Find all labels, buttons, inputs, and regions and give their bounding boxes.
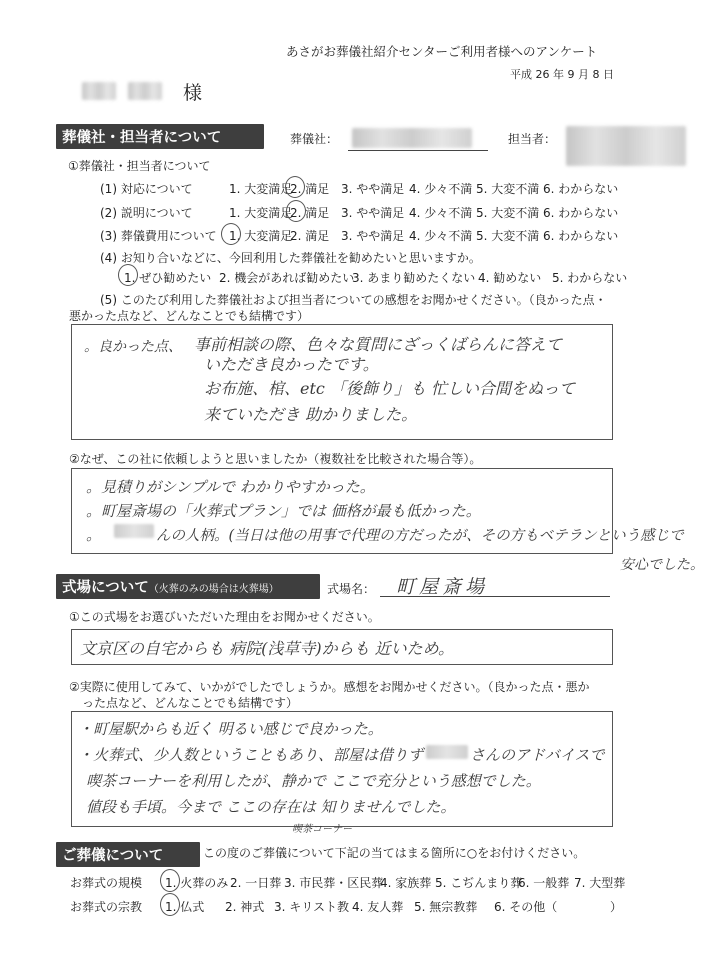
- option[interactable]: 6. わからない: [543, 229, 619, 243]
- q2-text: ②なぜ、この社に依頼しようと思いましたか（複数社を比較された場合等）。: [69, 452, 482, 466]
- handwritten-answer: 。町屋斎場の「火葬式プラン」では 価格が最も低かった。: [86, 502, 481, 520]
- handwritten-answer: 値段も手頃。今まで ここの存在は 知りませんでした。: [86, 798, 456, 816]
- option[interactable]: 1. 大変満足: [229, 229, 293, 243]
- row-label-cost: (3) 葬儀費用について: [100, 229, 217, 243]
- handwritten-answer: さんのアドバイスで: [470, 746, 605, 764]
- option[interactable]: 4. 家族葬: [380, 876, 432, 890]
- option[interactable]: 3. やや満足: [341, 229, 405, 243]
- option[interactable]: 1. 仏式: [165, 900, 205, 914]
- option[interactable]: 7. 大型葬: [574, 876, 626, 890]
- company-label: 葬儀社：: [290, 132, 339, 146]
- option[interactable]: 3. やや満足: [341, 206, 405, 220]
- q5-text-line1: (5) このたび利用した葬儀社および担当者についての感想をお聞かせください。（良かった点・: [100, 293, 607, 307]
- selection-circle: [160, 869, 180, 892]
- option[interactable]: 3. 市民葬・区民葬: [284, 876, 384, 890]
- redacted-name: [426, 745, 468, 759]
- selection-circle: [160, 893, 180, 916]
- option[interactable]: 5. こぢんまり葬: [435, 876, 523, 890]
- option[interactable]: 1. 大変満足: [229, 182, 293, 196]
- option[interactable]: 1. 大変満足: [229, 206, 293, 220]
- handwritten-answer: 。見積りがシンプルで わかりやすかった。: [86, 478, 375, 496]
- selection-circle: [118, 264, 138, 286]
- handwritten-note: 喫茶コーナー: [292, 824, 352, 835]
- option[interactable]: 4. 友人葬: [352, 900, 404, 914]
- option[interactable]: 4. 少々不満: [409, 206, 473, 220]
- option[interactable]: 5. 大変不満: [476, 206, 540, 220]
- option[interactable]: 3. キリスト教: [274, 900, 350, 914]
- option[interactable]: 1. ぜひ勧めたい: [124, 271, 212, 285]
- redacted-name: [114, 524, 154, 538]
- company-underline: [348, 150, 488, 151]
- row-label-explanation: (2) 説明について: [100, 206, 193, 220]
- religion-label: お葬式の宗教: [70, 900, 143, 914]
- venue-q2-line2: った点など、どんなことでも結構です）: [82, 696, 299, 710]
- option[interactable]: 2. 満足: [290, 229, 330, 243]
- section-heading-venue-title: 式場について: [62, 580, 149, 596]
- handwritten-answer: お布施、棺、etc 「後飾り」も 忙しい合間をぬって: [204, 379, 576, 398]
- section3-instruction: この度のご葬儀について下記の当てはまる箇所に○をお付けください。: [203, 846, 586, 860]
- venue-q2-line1: ②実際に使用してみて、いかがでしたでしょうか。感想をお聞かせください。（良かった点・悪か: [69, 680, 590, 694]
- option[interactable]: 6. わからない: [543, 182, 619, 196]
- handwritten-answer: 。良かった点、: [84, 339, 182, 355]
- redacted-name: [128, 82, 162, 100]
- option[interactable]: 2. 満足: [290, 206, 330, 220]
- handwritten-answer: 事前相談の際、色々な質問にざっくばらんに答えて: [194, 335, 563, 354]
- handwritten-answer: んの人柄。(当日は他の用事で代理の方だったが、その方もベテランという感じで: [156, 528, 684, 544]
- venue-q1-text: ①この式場をお選びいただいた理由をお聞かせください。: [69, 610, 380, 624]
- handwritten-answer: いただき良かったです。: [204, 355, 379, 374]
- handwritten-answer: 。: [86, 526, 102, 544]
- handwritten-answer: 喫茶コーナーを利用したが、静かで ここで充分という感想でした。: [86, 772, 541, 790]
- handwritten-answer: ・火葬式、少人数ということもあり、部屋は借りず: [78, 746, 424, 764]
- survey-title: あさがお葬儀社紹介センターご利用者様へのアンケート: [286, 44, 598, 59]
- option[interactable]: 4. 少々不満: [409, 229, 473, 243]
- survey-date: 平成 26 年 9 月 8 日: [510, 68, 614, 81]
- option[interactable]: 3. やや満足: [341, 182, 405, 196]
- selection-circle: [286, 200, 306, 222]
- section-heading-venue-note: （火葬のみの場合は火葬場）: [148, 584, 279, 595]
- option[interactable]: 1. 火葬のみ: [165, 876, 229, 890]
- selection-circle: [221, 223, 241, 245]
- option[interactable]: 6. その他（: [494, 900, 558, 914]
- handwritten-answer: 来ていただき 助かりました。: [204, 405, 418, 424]
- q1-heading: ①葬儀社・担当者について: [68, 159, 211, 173]
- option[interactable]: ）: [610, 900, 623, 914]
- option[interactable]: 2. 満足: [290, 182, 330, 196]
- q5-text-line2: 悪かった点など、どんなことでも結構です）: [69, 309, 310, 323]
- option[interactable]: 2. 神式: [225, 900, 265, 914]
- redacted-company: [352, 128, 472, 148]
- redacted-name: [82, 82, 116, 100]
- staff-label: 担当者：: [508, 132, 557, 146]
- venue-value: 町屋斎場: [396, 576, 489, 598]
- redacted-staff: [566, 126, 686, 166]
- handwritten-answer: 文京区の自宅からも 病院(浅草寺)からも 近いため。: [80, 639, 455, 658]
- option[interactable]: 5. わからない: [552, 271, 628, 285]
- section-heading-venue: [56, 574, 320, 599]
- q4-text: (4) お知り合いなどに、今回利用した葬儀社を勧めたいと思いますか。: [100, 251, 481, 265]
- option[interactable]: 4. 少々不満: [409, 182, 473, 196]
- option[interactable]: 2. 一日葬: [230, 876, 282, 890]
- scale-label: お葬式の規模: [70, 876, 143, 890]
- section-heading-funeral-company: 葬儀社・担当者について: [56, 124, 264, 149]
- honorific: 様: [183, 82, 205, 104]
- handwritten-answer: ・町屋駅からも近く 明るい感じで良かった。: [78, 720, 383, 738]
- row-label-service: (1) 対応について: [100, 182, 193, 196]
- option[interactable]: 6. 一般葬: [518, 876, 570, 890]
- option[interactable]: 3. あまり勧めたくない: [352, 271, 476, 285]
- option[interactable]: 2. 機会があれば勧めたい: [219, 271, 355, 285]
- option[interactable]: 5. 無宗教葬: [414, 900, 478, 914]
- handwritten-answer: 安心でした。: [620, 557, 704, 573]
- venue-underline: [380, 596, 610, 597]
- option[interactable]: 6. わからない: [543, 206, 619, 220]
- option[interactable]: 5. 大変不満: [476, 182, 540, 196]
- section-heading-funeral: ご葬儀について: [56, 842, 200, 867]
- venue-label: 式場名：: [327, 582, 376, 596]
- selection-circle: [285, 176, 305, 198]
- option[interactable]: 5. 大変不満: [476, 229, 540, 243]
- option[interactable]: 4. 勧めない: [478, 271, 542, 285]
